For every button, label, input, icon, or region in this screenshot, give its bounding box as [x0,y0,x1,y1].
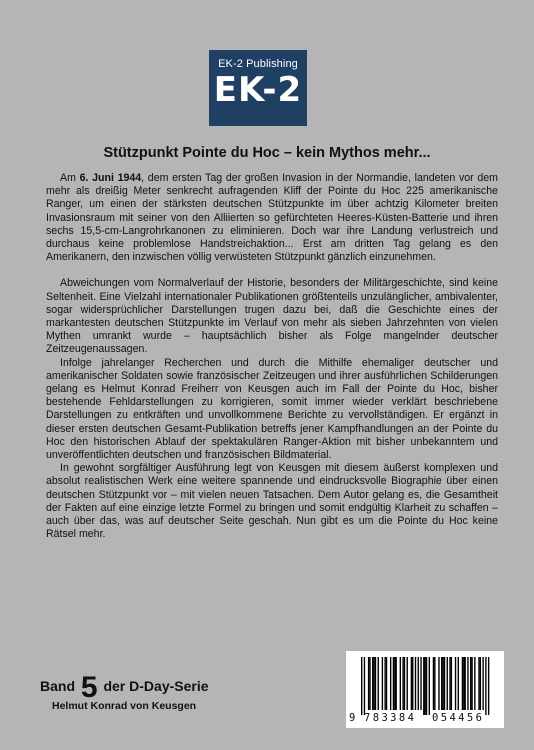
barcode-bar [411,657,412,710]
barcode-bar [423,657,424,715]
barcode-bar [412,657,413,710]
barcode-bar [369,657,370,710]
barcode-bar [402,657,403,710]
series-number: 5 [80,671,98,704]
barcode-bar [451,657,452,710]
publisher-name: EK-2 Publishing [218,58,298,70]
barcode-bar [438,657,439,710]
barcode-bar [382,657,383,710]
date-highlight: 6. Juni 1944 [79,172,142,184]
barcode-bar [470,657,471,710]
series-suffix: der D-Day-Serie [103,678,209,694]
barcode-bar [386,657,387,710]
barcode-bar [488,657,489,715]
barcode-bar [426,657,427,715]
barcode-bar [407,657,408,710]
barcode-bar [458,657,459,710]
barcode-bar [444,657,445,710]
barcode-bar [384,657,385,710]
paragraph-3: Infolge jahrelanger Recherchen und durch die Mithilfe ehemaliger deutscher und amerikanischer Soldaten sowie französischer Zeitzeugen und ihrer ausführlichen Schilderungen gelang es Helmut Konrad Freiherr von Keusgen auch im Fall der Pointe du Hoc, bisher bestehende Fehldarstellungen zu korrigieren, somit immer wieder verklärt beschriebene Darstellungen zu entkräften und unvollkommene Berichte zu vervollständigen. Er ergänzt in dieser ersten deutschen Gesamt-Publikation betreffs jener Kampfhandlungen an der Pointe du Hoc den historischen Ablauf der spektakulären Ranger-Aktion mit bisher unbekanntem und unveröffentlichten deutschen und französischen Bildmaterial. [46,356,498,462]
barcode-bar [465,657,466,710]
barcode-bar [482,657,483,710]
barcode-bar [485,657,486,715]
barcode-bar [373,657,374,710]
blurb-text [46,172,498,541]
barcode-bar [415,657,416,710]
barcode-bar [480,657,481,710]
series-line [40,671,209,704]
barcode-bar [372,657,373,710]
barcode-bar [449,657,450,710]
barcode-bar [463,657,464,710]
paragraph-1-rest: , dem ersten Tag der großen Invasion in der Normandie, landeten vor dem mehr als dreißig Meter senkrecht aufragenden Kliff der Pointe du Hoc 225 amerikanische Ranger, um einen der stärksten deutschen Stützpunkte im über achtzig Kilometer breiten Invasionsraum mit seiner von den Alliierten so gefürchteten Heeres-Küsten-Batterie und ihren sechs 15,5-cm-Langrohrkanonen zu eliminieren. Doch war ihre Landung verlustreich und durchaus keine problemlose Handstreichaktion... Erst am dritten Tag gelang es den Amerikanern, den inzwischen völlig verwüsteten Stützpunkt gänzlich einzunehmen. [46,172,498,264]
author-name: Helmut Konrad von Keusgen [52,700,197,712]
barcode-bar [441,657,442,710]
logo-mark: EK-2 [213,70,303,110]
isbn-barcode [346,651,504,728]
barcode-bar [390,657,391,710]
barcode-bar [418,657,419,710]
barcode-bar [424,657,425,715]
barcode-bar [378,657,379,710]
paragraph-2: Abweichungen vom Normalverlauf der Historie, besonders der Militärgeschichte, sind keine Seltenheit. Eine Vielzahl internationaler Publikationen größtenteils unzulänglicher, ambivalenter, sogar widersprüchlicher Darstellungen trugen dazu bei, daß die Geschichte eines der markantesten deutschen Stützpunkte im Verlauf von mehr als sieben Jahrzehnten von vielen Mythen umrankt wurde – hauptsächlich bisher als Folge mangelnder deutscher Zeitzeugenaussagen. [46,277,498,356]
barcode-bar [396,657,397,710]
barcode-bar [393,657,394,710]
barcode-bar [478,657,479,710]
barcode-bar [471,657,472,710]
barcode-bar [375,657,376,710]
barcode-bar [400,657,401,710]
barcode-bar [420,657,421,710]
barcode-bar [361,657,362,715]
barcode-bar [467,657,468,710]
barcode-bar [368,657,369,710]
barcode-digit-first: 9 [349,712,356,724]
barcode-bar [447,657,448,710]
barcode-bar [433,657,434,710]
barcode-digits-right: 054456 [432,712,485,724]
barcode-bar [442,657,443,710]
barcode-bar [404,657,405,710]
barcode-bar [462,657,463,710]
barcode-bar [474,657,475,710]
barcode-bar [394,657,395,710]
barcode-bar [455,657,456,710]
publisher-logo [209,50,307,126]
barcode-bar [364,657,365,715]
series-prefix: Band [40,678,75,694]
barcode-bar [429,657,430,715]
paragraph-1-start: Am [60,172,80,184]
barcode-bar [434,657,435,710]
barcode-digits-left: 783384 [364,712,417,724]
paragraph-4: In gewohnt sorgfältiger Ausführung legt von Keusgen mit diesem äußerst komplexen und absolut realistischen Werk eine weitere spannende und eindrucksvolle Biographie über einen deutschen Stützpunkt vor – mit vielen neuen Tatsachen. Dem Autor gelang es, die Gesamtheit der Fakten auf eine einzige letzte Formel zu bringen und somit endgültig Klarheit zu schaffen – auch über das, was auf deutscher Seite geschah. Nun gibt es um die Pointe du Hoc keine Rätsel mehr. [46,462,498,541]
paragraph-1 [46,172,498,264]
headline: Stützpunkt Pointe du Hoc – kein Mythos mehr... [103,145,431,161]
series-info [40,671,209,712]
